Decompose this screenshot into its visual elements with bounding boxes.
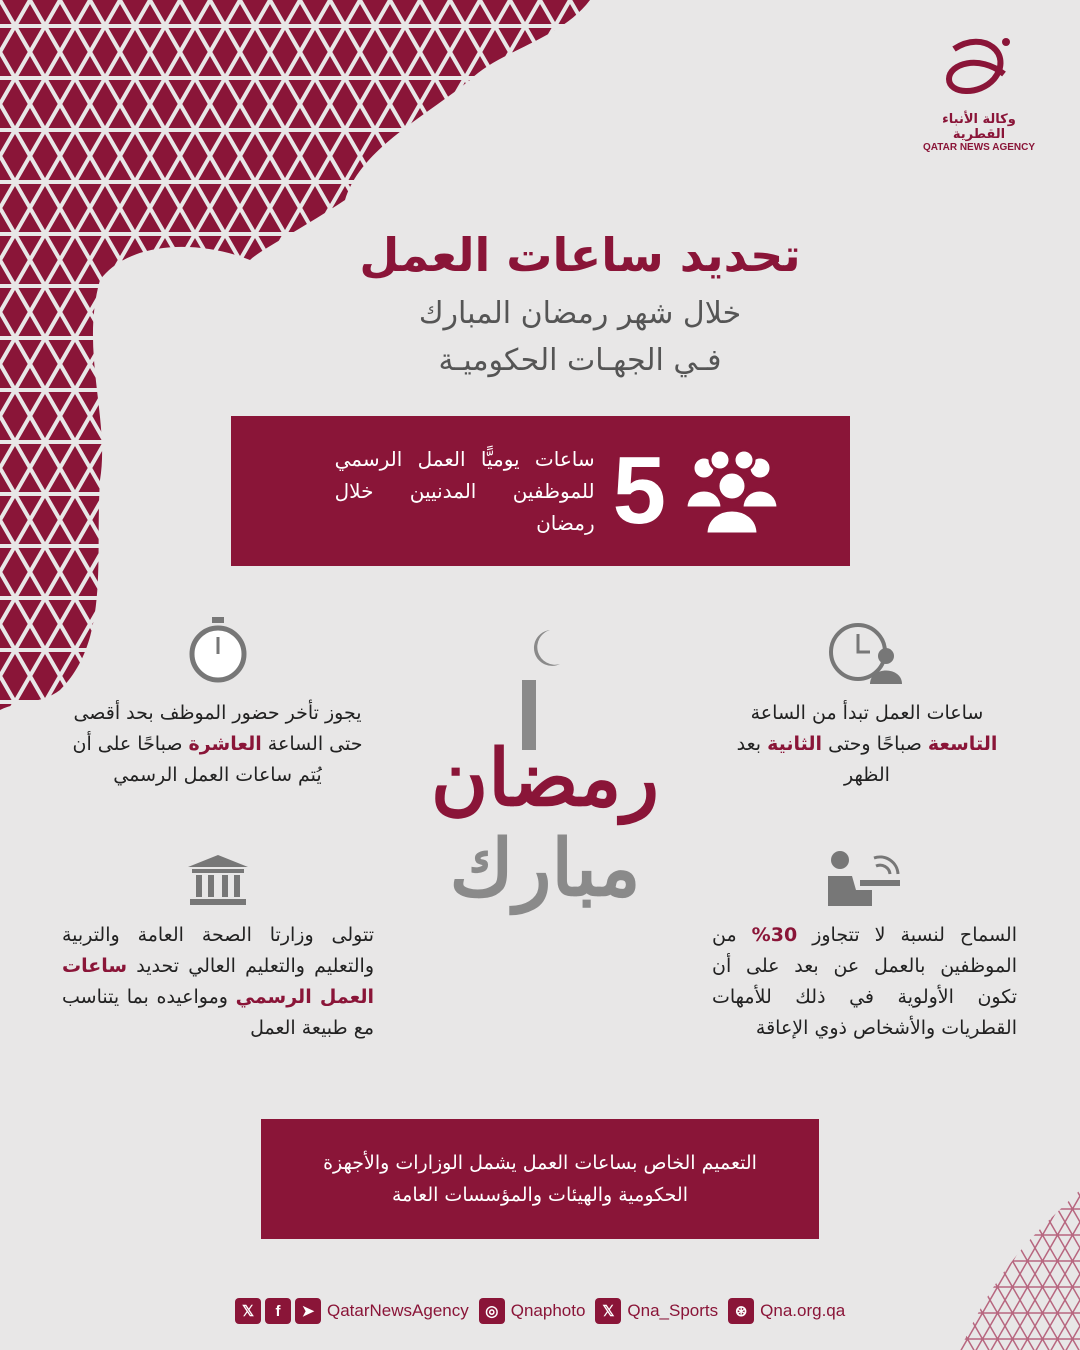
social-handle-qatarnewsagency[interactable]: QatarNewsAgency <box>327 1301 469 1320</box>
footer-note: التعميم الخاص بساعات العمل يشمل الوزارات والأجهزة الحكومية والهيئات والمؤسسات العامة <box>323 1152 757 1206</box>
text: من الموظفين بالعمل عن بعد على أن تكون الأولوية في ذلك للأمهات القطريات والأشخاص ذوي الإعاقة <box>712 924 1017 1039</box>
highlight-start-hour: التاسعة <box>927 733 998 755</box>
page-subtitle-2: فـي الجهـات الحكوميـة <box>438 343 722 378</box>
group-icon <box>684 448 780 534</box>
text: صباحًا وحتى <box>822 733 928 755</box>
instagram-icon[interactable]: ◎ <box>479 1298 505 1324</box>
hours-number: 5 <box>612 437 666 544</box>
website-link[interactable]: Qna.org.qa <box>760 1301 846 1320</box>
highlight-end-hour: الثانية <box>767 733 823 755</box>
page-title: تحديد ساعات العمل <box>359 228 801 282</box>
qna-logo-mark-icon <box>934 34 1024 104</box>
remote-work-icon <box>826 850 904 906</box>
page-title-block <box>0 228 1080 378</box>
info-ministries <box>62 920 374 1044</box>
facebook-icon[interactable]: f <box>265 1298 291 1324</box>
x-icon[interactable]: 𝕏 <box>235 1298 261 1324</box>
info-remote-work <box>712 920 1017 1044</box>
text: يجوز تأخر حضور الموظف بحد أقصى حتى الساعة <box>73 702 363 755</box>
footer-note-box <box>261 1119 819 1239</box>
ramadan-mubarak-calligraphy <box>400 630 690 1020</box>
info-work-hours <box>722 698 1012 791</box>
telegram-icon[interactable]: ➤ <box>295 1298 321 1324</box>
text: تتولى وزارتا الصحة العامة والتربية والتعليم والتعليم العالي تحديد <box>62 924 374 977</box>
text: بعد الظهر <box>736 733 890 786</box>
crescent-minaret-icon <box>400 630 690 750</box>
stopwatch-icon <box>188 617 248 683</box>
highlight-latest-hour: العاشرة <box>188 733 262 755</box>
text: ومواعيده بما يتناسب مع طبيعة العمل <box>62 986 374 1039</box>
clock-person-icon <box>828 620 904 684</box>
text: ساعات العمل تبدأ من الساعة <box>750 702 984 724</box>
ministry-building-icon <box>188 855 248 905</box>
hours-text: ساعات يوميًّا العمل الرسمي للموظفين المدنيين خلال رمضان <box>334 447 595 535</box>
web-icon[interactable]: ⊛ <box>728 1298 754 1324</box>
highlight-percentage: 30% <box>751 924 798 946</box>
calligraphy-mubarak: مبارك <box>449 823 641 914</box>
calligraphy-ramadan: رمضان <box>430 733 660 824</box>
logo-text-ar: وكالة الأنباء القطرية <box>942 112 1016 142</box>
page-subtitle-1: خلال شهر رمضان المبارك <box>418 296 742 331</box>
qna-logo <box>914 34 1044 153</box>
highlight-official-hours: ساعات العمل الرسمي <box>62 955 375 1008</box>
social-handle-qna-sports[interactable]: Qna_Sports <box>627 1301 719 1320</box>
social-handle-qnaphoto[interactable]: Qnaphoto <box>510 1301 586 1320</box>
hours-banner <box>231 416 850 566</box>
info-late-arrival <box>60 698 375 791</box>
social-links <box>235 1298 851 1324</box>
x-icon[interactable]: 𝕏 <box>595 1298 621 1324</box>
text: صباحًا على أن يُتم ساعات العمل الرسمي <box>72 733 322 786</box>
text: السماح لنسبة لا تتجاوز <box>797 924 1017 946</box>
logo-text-en: QATAR NEWS AGENCY <box>922 142 1036 153</box>
